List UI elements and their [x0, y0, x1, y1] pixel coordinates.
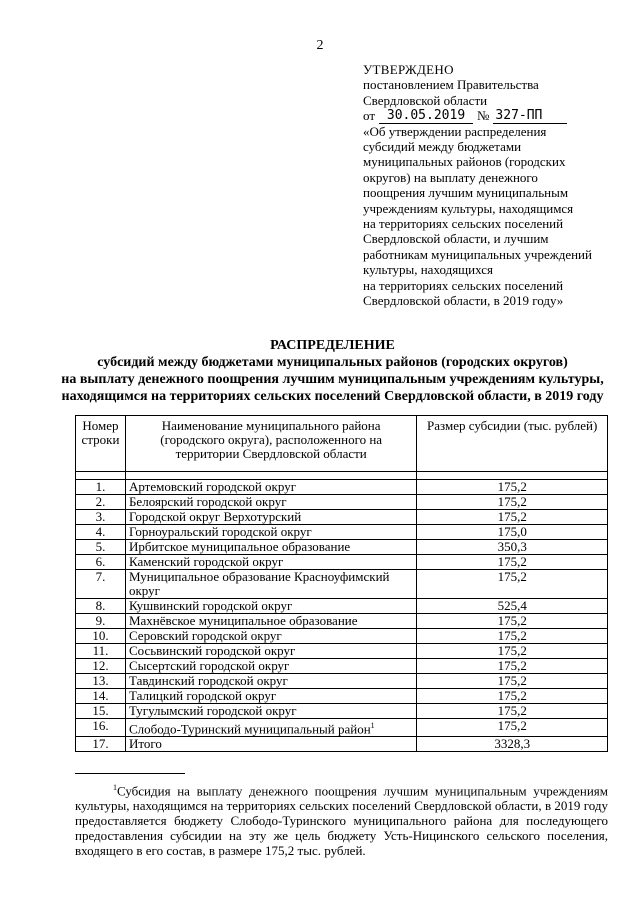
subsidy-amount: 350,3	[417, 540, 608, 555]
district-name-cell	[125, 674, 416, 689]
table-row	[76, 614, 608, 629]
district-name-cell	[125, 629, 416, 644]
subsidy-amount: 175,2	[417, 704, 608, 719]
subsidy-amount: 175,2	[417, 510, 608, 525]
row-number: 3.	[76, 510, 126, 525]
row-number: 12.	[76, 659, 126, 674]
approval-quote-line: на территориях сельских поселений	[363, 277, 564, 293]
table-row	[76, 644, 608, 659]
table-header-row	[76, 416, 608, 472]
table-row	[76, 570, 608, 599]
table-row	[76, 737, 608, 752]
row-number: 13.	[76, 674, 126, 689]
row-number: 11.	[76, 644, 126, 659]
district-name: Сосьвинский городской округ	[128, 643, 296, 658]
table-row	[76, 704, 608, 719]
table-row	[76, 689, 608, 704]
table-row	[76, 495, 608, 510]
table-row	[76, 480, 608, 495]
table-row	[76, 629, 608, 644]
district-name: Тугулымский городской округ	[128, 703, 297, 718]
subsidy-amount: 175,2	[417, 719, 608, 737]
row-number: 7.	[76, 570, 126, 599]
approval-line-2: Свердловской области	[363, 92, 488, 108]
title-line-2: субсидий между бюджетами муниципальных районов (городских округов)	[97, 355, 568, 370]
district-name-cell	[125, 480, 416, 495]
approval-date-line	[363, 108, 613, 123]
district-name-cell	[125, 689, 416, 704]
approval-quote-line: поощрения лучшим муниципальным	[363, 185, 569, 201]
approval-quote-line: на территориях сельских поселений	[363, 216, 564, 232]
district-name-cell	[125, 614, 416, 629]
approval-quote-line: Свердловской области, и лучшим	[363, 231, 549, 247]
subsidy-table	[75, 415, 608, 752]
from-label: от	[363, 108, 376, 124]
district-name-cell	[125, 540, 416, 555]
approval-block	[363, 62, 613, 309]
row-number: 2.	[76, 495, 126, 510]
district-name-cell	[125, 719, 416, 737]
subsidy-amount: 175,2	[417, 480, 608, 495]
row-number: 9.	[76, 614, 126, 629]
approval-quote-line: округов) на выплату денежного	[363, 169, 538, 185]
district-name-cell	[125, 737, 416, 752]
district-name: Горноуральский городской округ	[128, 524, 312, 539]
subsidy-amount: 175,2	[417, 689, 608, 704]
district-name-cell	[125, 525, 416, 540]
row-number: 10.	[76, 629, 126, 644]
district-name: Белоярский городской округ	[128, 494, 287, 509]
approval-quote-line: Свердловской области, в 2019 году»	[363, 293, 564, 309]
document-title	[60, 337, 605, 405]
subsidy-amount: 175,2	[417, 659, 608, 674]
district-name: Каменский городской округ	[128, 554, 284, 569]
row-number: 5.	[76, 540, 126, 555]
approval-quote-line: работникам муниципальных учреждений	[363, 246, 592, 262]
table-row	[76, 674, 608, 689]
subsidy-amount: 175,2	[417, 570, 608, 599]
district-name: Кушвинский городской округ	[128, 598, 293, 613]
district-name: Талицкий городской округ	[128, 688, 277, 703]
district-name: Слободо-Туринский муниципальный район	[128, 721, 371, 737]
approval-quote	[363, 124, 613, 309]
district-name-cell	[125, 570, 416, 599]
row-number: 8.	[76, 599, 126, 614]
row-number: 1.	[76, 480, 126, 495]
subsidy-amount: 175,2	[417, 674, 608, 689]
footnote-divider	[75, 773, 185, 774]
district-name: Тавдинский городской округ	[128, 673, 288, 688]
row-number: 17.	[76, 737, 126, 752]
title-line-3: на выплату денежного поощрения лучшим муниципальным учреждениям культуры,	[61, 372, 604, 387]
title-line-1: РАСПРЕДЕЛЕНИЕ	[270, 338, 395, 353]
district-name-cell	[125, 599, 416, 614]
approval-quote-line: культуры, находящихся	[363, 262, 494, 278]
approval-quote-line: муниципальных районов (городских	[363, 154, 566, 170]
district-name-cell	[125, 510, 416, 525]
district-name: Серовский городской округ	[128, 628, 282, 643]
subsidy-amount: 175,2	[417, 614, 608, 629]
district-name: Ирбитское муниципальное образование	[128, 539, 351, 554]
subsidy-amount: 175,2	[417, 629, 608, 644]
table-row	[76, 659, 608, 674]
table-row	[76, 540, 608, 555]
table-row	[76, 555, 608, 570]
district-name-cell	[125, 704, 416, 719]
district-name-cell	[125, 495, 416, 510]
footnote-text: Субсидия на выплату денежного поощрения лучшим муниципальным учреждениям культуры, находящимся на территориях сельских поселений Свердловской области, в 2019 году предоставляется бюджету Слободо-Туринского муниципального района для последующего предоставления субсидии на эту же цель бюджету Усть-Ницинского сельского поселения, входящего в его состав, в размере 175,2 тыс. рублей.	[75, 783, 608, 859]
approval-number: 327-ПП	[493, 109, 567, 124]
footnote-ref: 1	[370, 721, 375, 730]
subsidy-amount: 525,4	[417, 599, 608, 614]
table-row	[76, 599, 608, 614]
header-subsidy-amount: Размер субсидии (тыс. рублей)	[417, 416, 608, 472]
number-label: №	[477, 108, 490, 124]
district-name-cell	[125, 644, 416, 659]
row-number: 6.	[76, 555, 126, 570]
row-number: 14.	[76, 689, 126, 704]
district-name: Итого	[128, 736, 162, 752]
subsidy-amount: 175,2	[417, 495, 608, 510]
district-name: Артемовский городской округ	[128, 479, 297, 494]
row-number: 16.	[76, 719, 126, 737]
district-name-cell	[125, 555, 416, 570]
district-name: Муниципальное образование Красноуфимский округ	[128, 569, 390, 598]
footnote	[75, 780, 608, 858]
row-number: 4.	[76, 525, 126, 540]
row-number: 15.	[76, 704, 126, 719]
table-row	[76, 719, 608, 737]
table-row	[76, 510, 608, 525]
subsidy-amount: 3328,3	[417, 737, 608, 752]
header-district-name: Наименование муниципального района (городского округа), расположенного на территории Свердловской области	[125, 416, 416, 472]
district-name-cell	[125, 659, 416, 674]
approval-line-1: постановлением Правительства	[363, 77, 539, 93]
district-name: Сысертский городской округ	[128, 658, 290, 673]
table-row	[76, 525, 608, 540]
approval-quote-line: «Об утверждении распределения	[363, 123, 547, 139]
title-line-4: находящимся на территориях сельских поселений Свердловской области, в 2019 году	[61, 389, 604, 404]
subsidy-amount: 175,0	[417, 525, 608, 540]
page-number: 2	[316, 38, 324, 53]
footnote-mark: 1	[113, 783, 117, 792]
subsidy-amount: 175,2	[417, 555, 608, 570]
district-name: Махнёвское муниципальное образование	[128, 613, 358, 628]
subsidy-amount: 175,2	[417, 644, 608, 659]
header-row-number: Номер строки	[76, 416, 126, 472]
approval-quote-line: учреждениям культуры, находящимся	[363, 200, 574, 216]
approval-date: 30.05.2019	[379, 109, 473, 124]
approval-quote-line: субсидий между бюджетами	[363, 139, 522, 155]
district-name: Городской округ Верхотурский	[128, 509, 302, 524]
approval-heading: УТВЕРЖДЕНО	[363, 62, 454, 77]
